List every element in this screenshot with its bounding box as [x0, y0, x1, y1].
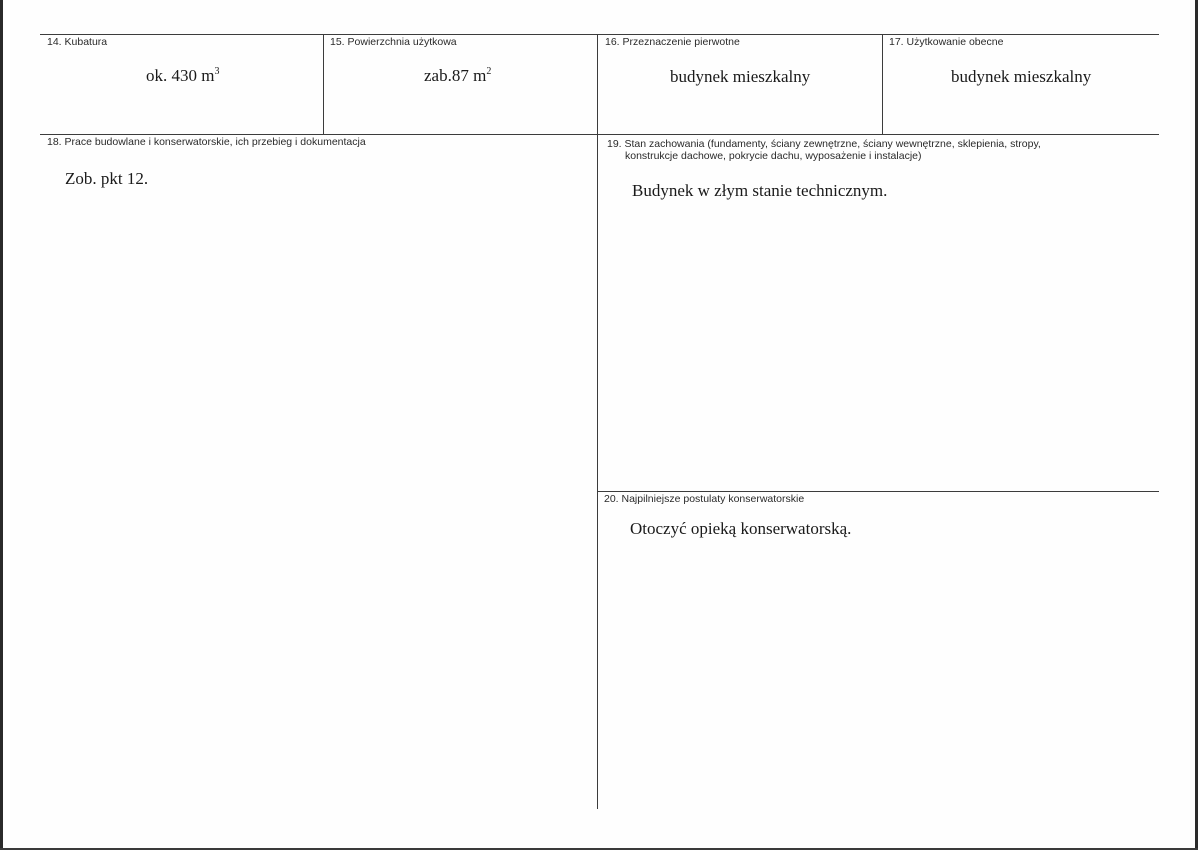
prace-budowlane-value: Zob. pkt 12.	[65, 169, 149, 188]
divider-14-15	[323, 34, 324, 134]
scan-edge-left	[0, 0, 3, 850]
powierzchnia-unit-exponent: 2	[486, 66, 492, 77]
stan-zachowania-label-line2: konstrukcje dachowe, pokrycie dachu, wyposażenie i instalacje)	[625, 150, 922, 162]
kubatura-value-text: ok. 430 m	[146, 66, 215, 85]
uzytkowanie-value: budynek mieszkalny	[951, 67, 1092, 86]
postulaty-value: Otoczyć opieką konserwatorską.	[630, 519, 852, 538]
przeznaczenie-label: 16. Przeznaczenie pierwotne	[605, 36, 740, 48]
postulaty-label: 20. Najpilniejsze postulaty konserwatorskie	[604, 493, 805, 505]
powierzchnia-label: 15. Powierzchnia użytkowa	[330, 36, 457, 48]
przeznaczenie-value: budynek mieszkalny	[670, 67, 811, 86]
uzytkowanie-label: 17. Użytkowanie obecne	[889, 36, 1004, 48]
prace-budowlane-label: 18. Prace budowlane i konserwatorskie, ich przebieg i dokumentacja	[47, 136, 366, 148]
powierzchnia-value	[424, 66, 491, 86]
kubatura-label: 14. Kubatura	[47, 36, 108, 48]
stan-zachowania-value: Budynek w złym stanie technicznym.	[632, 181, 888, 200]
powierzchnia-value-text: zab.87 m	[424, 66, 487, 85]
stan-zachowania-label-line1: 19. Stan zachowania (fundamenty, ściany zewnętrzne, ściany wewnętrzne, sklepienia, stropy,	[607, 138, 1041, 150]
row1-bottom-rule	[40, 134, 1159, 135]
divider-16-17	[882, 34, 883, 134]
kubatura-unit-exponent: 3	[214, 66, 220, 77]
f20-top-rule	[597, 491, 1159, 492]
kubatura-value	[146, 66, 219, 86]
top-rule	[40, 34, 1159, 35]
center-divider	[597, 34, 598, 809]
